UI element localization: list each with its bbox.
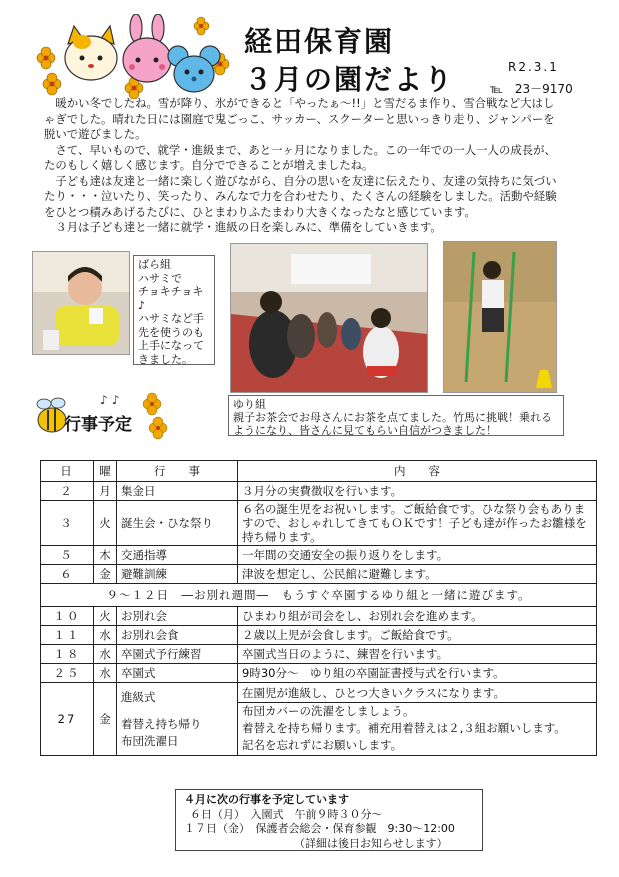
- row-event: 卒園式予行練習: [117, 645, 238, 664]
- notice-line: （詳細は後日お知らせします）: [294, 836, 448, 850]
- header-day: 日: [41, 461, 94, 482]
- yuri-caption: [228, 395, 564, 436]
- row-event: お別れ会: [117, 607, 238, 626]
- row-detail: ２歳以上児が会食します。ご飯給食です。: [238, 626, 597, 645]
- table-header-row: [41, 461, 597, 482]
- row-weekday: 水: [94, 626, 117, 645]
- row-weekday: 火: [94, 607, 117, 626]
- event-line: 布団洗濯日: [121, 733, 179, 748]
- yuri-caption-title: ゆり組: [233, 398, 266, 411]
- svg-text:♪ ♪: ♪ ♪: [100, 393, 120, 407]
- row-event: [117, 683, 238, 756]
- caption-line: きました。: [138, 352, 193, 366]
- header-event: 行 事: [117, 461, 238, 482]
- header-illustration: [30, 14, 235, 99]
- telephone: ℡ 23－9170: [490, 82, 573, 96]
- row-day: 27: [41, 683, 94, 756]
- photo-bara-scissors: [32, 251, 130, 355]
- event-line: 進級式: [121, 689, 156, 704]
- table-row: [41, 626, 597, 645]
- caption-line: チョキチョキ: [138, 285, 204, 298]
- notice-line: ６日（月） 入園式 午前９時３０分～: [190, 807, 383, 821]
- row-event: 避難訓練: [117, 565, 238, 584]
- intro-paragraph: 子ども達は友達と一緒に楽しく遊びながら、自分の思いを友達に伝えたり、友達の気持ちに気づいたり・・・泣いたり、笑ったり、みんなで力を合わせたり、たくさんの経験をしました。活動や経験をひとつ積みあげるたびに、ひとまわりふたまわり大きくなったなと感じています。: [44, 173, 557, 219]
- intro-paragraph: さて、早いもので、就学・進級まで、あと一ヶ月になりました。この一年での一人一人の成長が、たのもしく嬉しく感じます。自分でできることが増えましたね。: [44, 142, 556, 172]
- caption-line: ♪: [138, 298, 146, 312]
- bara-caption: [133, 255, 215, 365]
- row-detail: 9時30分～ ゆり組の卒園証書授与式を行います。: [238, 664, 597, 683]
- row-weekday: 月: [94, 482, 117, 501]
- row-detail: ６名の誕生児をお祝いします。ご飯給食です。ひな祭り会もありますので、おしゃれしてきてもＯＫです！子ども達が作ったお雛様を持ち帰ります。: [238, 501, 597, 546]
- intro-paragraph: ３月は子ども達と一緒に就学・進級の日を楽しみに、準備をしていきます。: [55, 220, 442, 234]
- row-event: 集金日: [117, 482, 238, 501]
- row-weekday: 木: [94, 546, 117, 565]
- table-row: [41, 645, 597, 664]
- row-day: １８: [41, 645, 94, 664]
- row-detail: 津波を想定し、公民館に避難します。: [238, 565, 597, 584]
- detail-line: 在園児が進級し、ひとつ大きいクラスになります。: [238, 685, 596, 703]
- schedule-table: [40, 460, 597, 756]
- yuri-caption-text: 親子お茶会でお母さんにお茶を点てました。竹馬に挑戦！乗れるようになり、皆さんに見てもらい自信がつきました！: [233, 411, 552, 437]
- row-event: 卒園式: [117, 664, 238, 683]
- farewell-week-text: ９～１２日 ―お別れ週間― もうすぐ卒園するゆり組と一緒に遊びます。: [41, 584, 597, 607]
- detail-line: 記名を忘れずにお願いします。: [242, 737, 403, 752]
- row-detail: ひまわり組が司会をし、お別れ会を進めます。: [238, 607, 597, 626]
- detail-line: 着替えを持ち帰ります。補充用着替えは２,３組お願いします。: [242, 720, 566, 735]
- caption-line: ばら組: [138, 258, 171, 271]
- photo-stilts: [443, 241, 557, 393]
- row-weekday: 火: [94, 501, 117, 546]
- table-row: [41, 482, 597, 501]
- row-weekday: 金: [94, 683, 117, 756]
- row-detail: 卒園式当日のように、練習を行います。: [238, 645, 597, 664]
- notice-line: １７日（金） 保護者会総会・保育参観 9:30～12:00: [184, 822, 455, 835]
- row-event: 交通指導: [117, 546, 238, 565]
- intro-text: [44, 96, 564, 236]
- row-detail: [238, 683, 597, 756]
- table-row: [41, 501, 597, 546]
- row-weekday: 水: [94, 664, 117, 683]
- april-notice: [175, 789, 483, 851]
- table-row: [41, 565, 597, 584]
- table-row: [41, 607, 597, 626]
- newsletter-title: ３月の園だより: [244, 63, 455, 96]
- table-row: [41, 664, 597, 683]
- row-day: ５: [41, 546, 94, 565]
- row-detail: ３月分の実費徴収を行います。: [238, 482, 597, 501]
- row-day: ２: [41, 482, 94, 501]
- school-name: 経田保育園: [244, 25, 395, 58]
- row-day: ６: [41, 565, 94, 584]
- issue-date: R2.3.1: [508, 60, 559, 74]
- caption-line: 上手になって: [138, 339, 204, 352]
- row-weekday: 水: [94, 645, 117, 664]
- caption-line: ハサミなど手: [138, 312, 204, 325]
- row-event: 誕生会・ひな祭り: [117, 501, 238, 546]
- notice-title: ４月に次の行事を予定しています: [184, 793, 349, 806]
- farewell-week-row: [41, 584, 597, 607]
- row-day: １０: [41, 607, 94, 626]
- row-weekday: 金: [94, 565, 117, 584]
- table-row: [41, 683, 597, 756]
- header-detail: 内 容: [238, 461, 597, 482]
- header-weekday: 曜: [94, 461, 117, 482]
- events-heading: [30, 390, 170, 442]
- intro-paragraph: 暖かい冬でしたね。雪が降り、氷ができると「やったぁ～!!」と雪だるま作り、雪合戦など大はしゃぎでした。晴れた日には園庭で鬼ごっこ、サッカー、スクーターと思いっきり走り、ジャンパーを脱いで遊びました。: [44, 96, 555, 141]
- row-day: １１: [41, 626, 94, 645]
- row-detail: 一年間の交通安全の振り返りをします。: [238, 546, 597, 565]
- caption-line: ハサミで: [138, 271, 182, 285]
- row-day: ３: [41, 501, 94, 546]
- detail-line: 布団カバーの洗濯をしましょう。: [242, 703, 415, 718]
- events-heading-text: 行事予定: [64, 415, 132, 435]
- caption-line: 先を使うのも: [138, 325, 204, 339]
- row-day: ２５: [41, 664, 94, 683]
- table-row: [41, 546, 597, 565]
- row-event: お別れ会食: [117, 626, 238, 645]
- event-line: 着替え持ち帰り: [121, 716, 202, 731]
- photo-tea-ceremony: [230, 243, 428, 393]
